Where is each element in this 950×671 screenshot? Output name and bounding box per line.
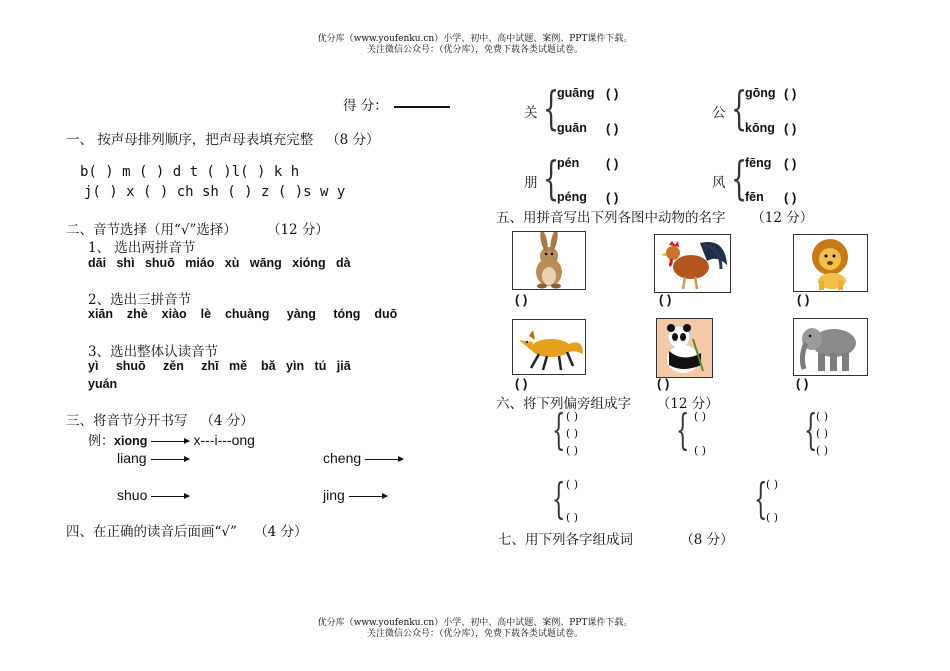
arrow-icon — [151, 496, 189, 497]
syllable: yuán — [88, 377, 118, 391]
answer-blank[interactable]: ( ) — [606, 190, 619, 205]
answer-blank[interactable]: ( ) — [816, 410, 829, 423]
q4-option: gōng — [745, 86, 776, 100]
answer-blank[interactable]: ( ) — [816, 444, 829, 457]
answer-blank[interactable]: ( ) — [796, 376, 809, 391]
brace-icon: { — [731, 81, 748, 135]
arrow-icon — [365, 459, 403, 460]
q2-sub3-items — [88, 359, 351, 373]
syllable: dà — [336, 256, 351, 270]
q2-sub1-title: 1、 选出两拼音节 — [88, 240, 196, 256]
answer-blank[interactable]: ( ) — [816, 427, 829, 440]
q4-title: 四、在正确的读音后面画“√” （4 分） — [66, 524, 308, 540]
elephant-icon — [793, 318, 868, 376]
score-blank[interactable] — [394, 106, 450, 108]
answer-blank[interactable]: ( ) — [606, 156, 619, 171]
q4-option: péng — [557, 190, 587, 204]
q7-title: 七、用下列各字组成词 （8 分） — [498, 532, 734, 548]
q2-sub2-items — [88, 307, 397, 321]
header-line-1: 优分库（www.youfenku.cn）小学、初中、高中试题、案例、PPT课件下载。 — [317, 34, 633, 44]
answer-blank[interactable]: ( ) — [515, 376, 528, 391]
syllable: duō — [374, 307, 398, 321]
q2-sub1-items — [88, 256, 351, 270]
q4-option: guāng — [557, 86, 595, 100]
q6-title: 六、将下列偏旁组成字 （12 分） — [496, 396, 719, 412]
brace-icon: { — [552, 474, 566, 523]
brace-icon: { — [543, 151, 560, 205]
arrow-icon — [151, 441, 189, 442]
rabbit-icon — [512, 231, 586, 290]
q1-row-1: b( ) m ( ) d t ( )l( ) k h — [80, 164, 300, 180]
syllable: shuō — [144, 256, 175, 270]
q2-sub3-title: 3、选出整体认读音节 — [88, 344, 219, 360]
q3-word-4: jing — [323, 487, 387, 503]
syllable: xióng — [292, 256, 326, 270]
q2-title: 二、音节选择（用“√”选择） （12 分） — [66, 222, 329, 238]
brace-icon: { — [754, 474, 768, 523]
q4-char: 关 — [524, 105, 538, 121]
syllable: yàng — [286, 307, 316, 321]
answer-blank[interactable]: ( ) — [606, 86, 619, 101]
answer-blank[interactable]: ( ) — [766, 478, 779, 491]
brace-icon: { — [804, 405, 818, 454]
header-line-2: 关注微信公众号：（优分库），免费下载各类试题试卷。 — [366, 45, 583, 55]
lion-icon — [793, 234, 868, 292]
q4-option: guān — [557, 121, 587, 135]
rooster-icon — [654, 234, 731, 293]
answer-blank[interactable]: ( ) — [784, 190, 797, 205]
q2-sub2-title: 2、选出三拼音节 — [88, 292, 192, 308]
answer-blank[interactable]: ( ) — [566, 511, 579, 524]
answer-blank[interactable]: ( ) — [566, 478, 579, 491]
answer-blank[interactable]: ( ) — [566, 444, 579, 457]
q4-option: fēn — [745, 190, 764, 204]
syllable: yìn — [286, 359, 305, 373]
syllable: tú — [314, 359, 327, 373]
syllable: miáo — [185, 256, 215, 270]
syllable: shì — [116, 256, 135, 270]
answer-blank[interactable]: ( ) — [784, 156, 797, 171]
footer-line-1: 优分库（www.youfenku.cn）小学、初中、高中试题、案例、PPT课件下载。 — [317, 618, 633, 628]
brace-icon: { — [731, 151, 748, 205]
answer-blank[interactable]: ( ) — [659, 292, 672, 307]
syllable: jiā — [336, 359, 351, 373]
q3-word-2: cheng — [323, 450, 403, 466]
answer-blank[interactable]: ( ) — [784, 121, 797, 136]
answer-blank[interactable]: ( ) — [797, 292, 810, 307]
answer-blank[interactable]: ( ) — [566, 427, 579, 440]
brace-icon: { — [543, 81, 560, 135]
syllable: zěn — [163, 359, 184, 373]
q3-title: 三、将音节分开书写 （4 分） — [66, 413, 254, 429]
syllable: chuàng — [224, 307, 270, 321]
answer-blank[interactable]: ( ) — [606, 121, 619, 136]
answer-blank[interactable]: ( ) — [657, 376, 670, 391]
q1-title: 一、 按声母排列顺序，把声母表填充完整 （8 分） — [66, 132, 380, 148]
syllable: wāng — [249, 256, 282, 270]
answer-blank[interactable]: ( ) — [515, 292, 528, 307]
brace-icon: { — [552, 405, 566, 454]
syllable: dāi — [88, 256, 107, 270]
syllable: yì — [88, 359, 99, 373]
q4-char: 风 — [712, 175, 726, 191]
answer-blank[interactable]: ( ) — [694, 410, 707, 423]
syllable: zhī — [201, 359, 219, 373]
panda-icon — [656, 318, 713, 378]
answer-blank[interactable]: ( ) — [784, 86, 797, 101]
syllable: zhè — [126, 307, 148, 321]
syllable: shuō — [115, 359, 146, 373]
syllable: bǎ — [261, 359, 276, 373]
syllable: lè — [200, 307, 212, 321]
q3-word-3: shuo — [117, 487, 189, 503]
footer-line-2: 关注微信公众号：（优分库），免费下载各类试题试卷。 — [366, 629, 583, 639]
q4-char: 朋 — [524, 175, 538, 191]
fox-icon — [512, 319, 586, 375]
score-field — [343, 94, 450, 114]
syllable: xiào — [161, 307, 187, 321]
brace-icon: { — [676, 405, 690, 454]
arrow-icon — [151, 459, 189, 460]
q5-title: 五、用拼音写出下列各图中动物的名字 （12 分） — [496, 210, 814, 226]
q4-option: fēng — [745, 156, 772, 170]
q1-row-2: j( ) x ( ) ch sh ( ) z ( )s w y — [84, 184, 346, 200]
syllable: xù — [224, 256, 240, 270]
answer-blank[interactable]: ( ) — [566, 410, 579, 423]
q4-option: pén — [557, 156, 580, 170]
syllable: tóng — [333, 307, 361, 321]
syllable: xiān — [88, 307, 114, 321]
answer-blank[interactable]: ( ) — [766, 511, 779, 524]
q3-word-1: liang — [117, 450, 189, 466]
answer-blank[interactable]: ( ) — [694, 444, 707, 457]
syllable: mě — [229, 359, 248, 373]
q3-example: 例：xiong x---i---ong — [88, 432, 255, 449]
arrow-icon — [349, 496, 387, 497]
q4-option: kōng — [745, 121, 775, 135]
q4-char: 公 — [712, 105, 726, 121]
score-label: 得 分： — [343, 98, 388, 114]
